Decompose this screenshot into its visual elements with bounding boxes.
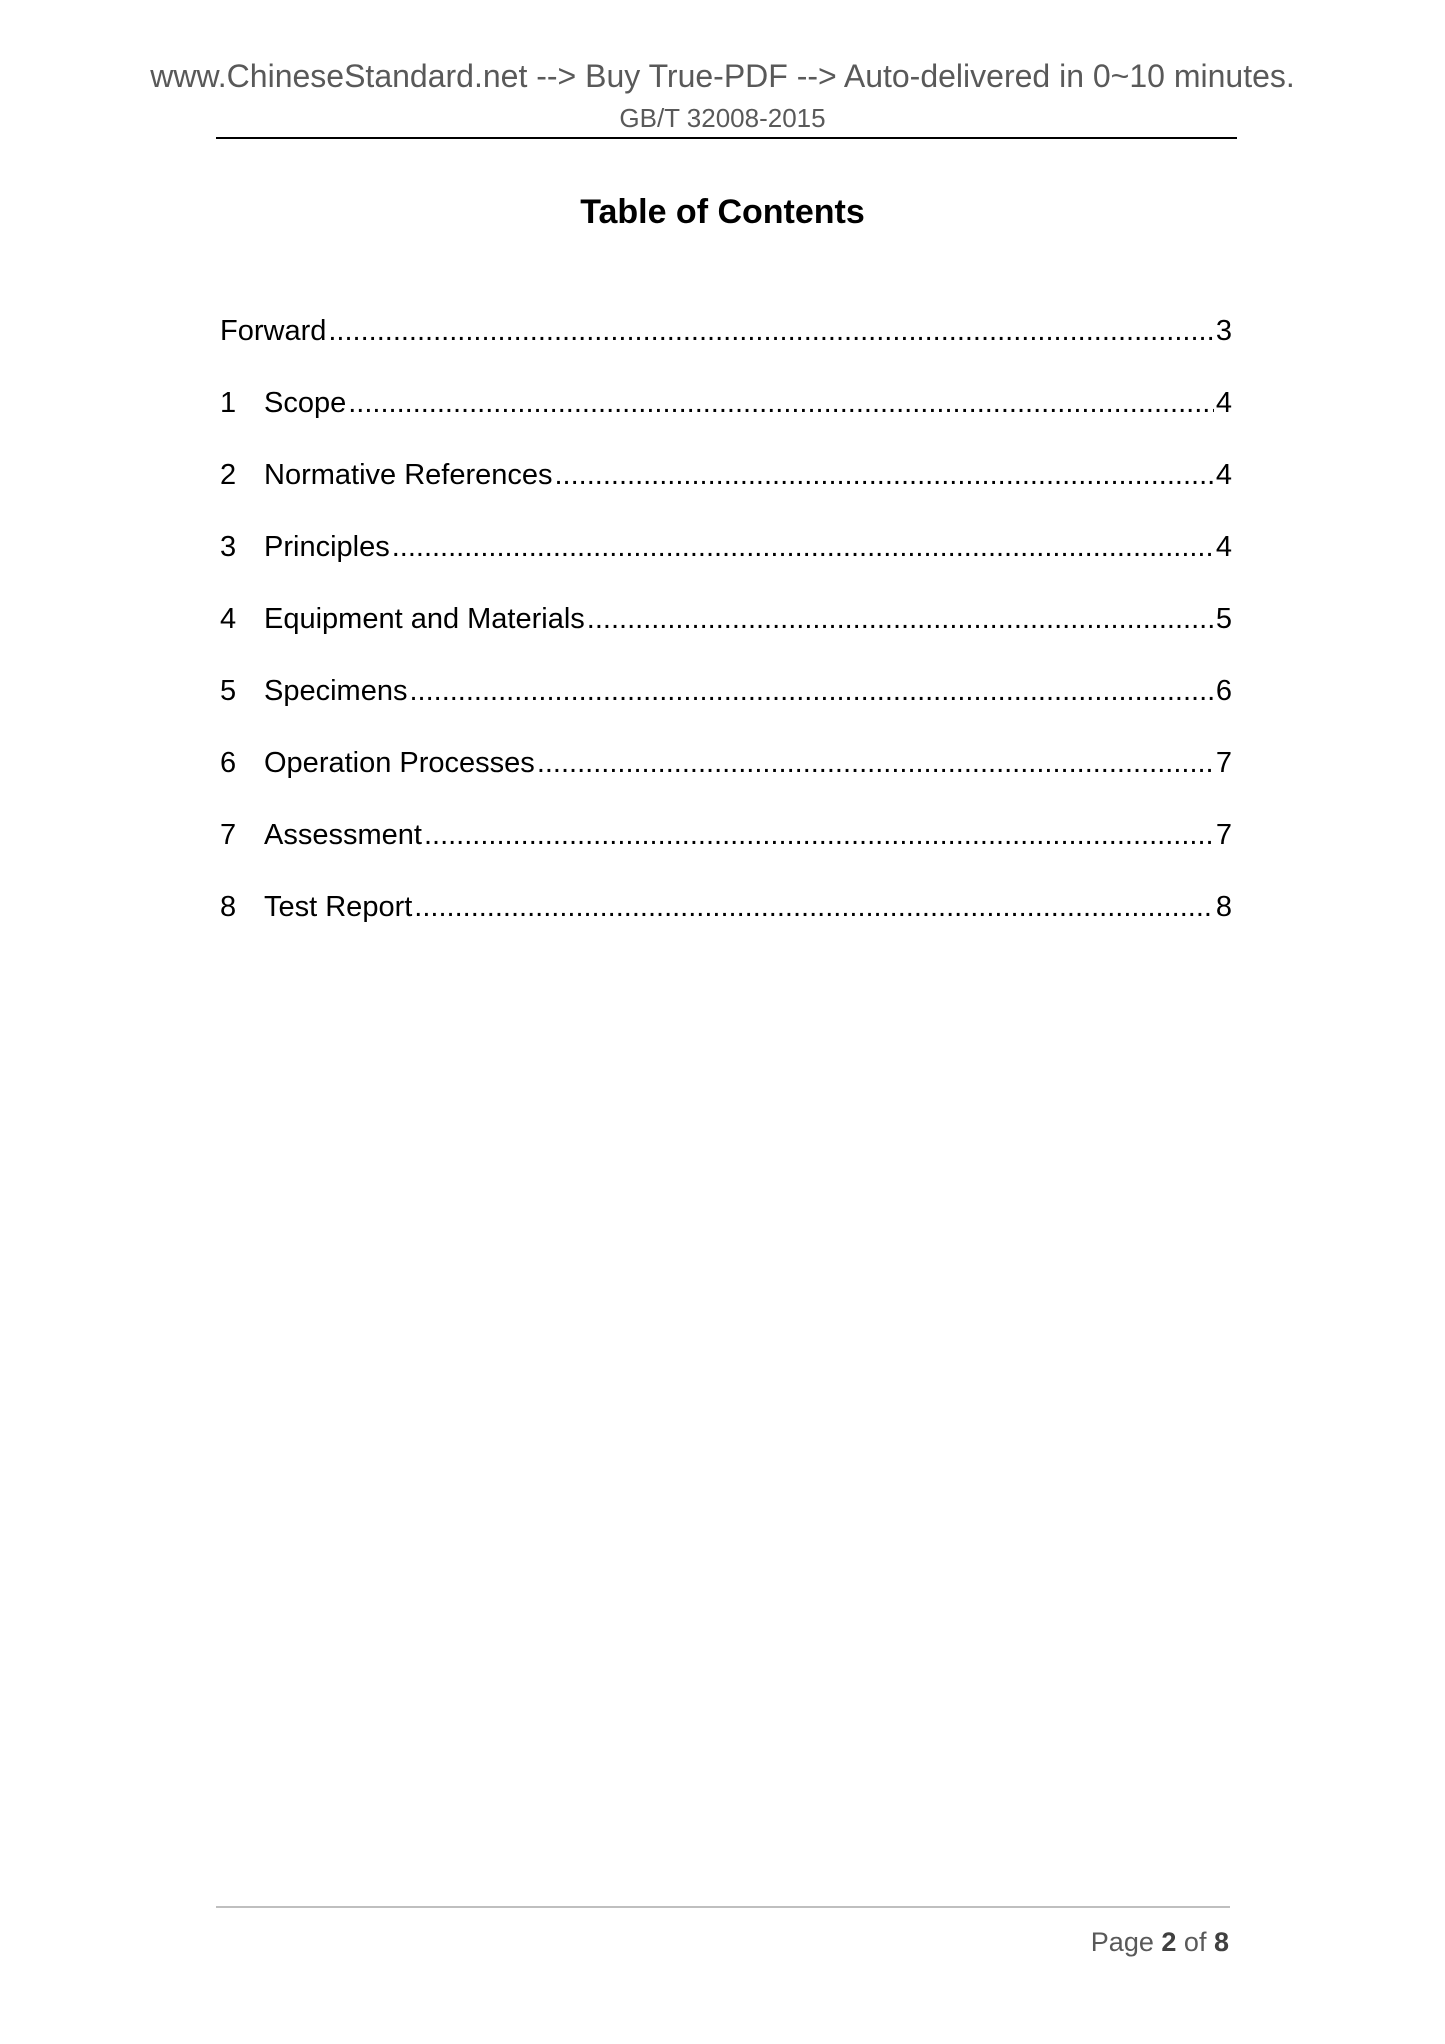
toc-entry-normative-references[interactable] — [220, 455, 1232, 527]
toc-entry-page: 3 — [1215, 315, 1232, 347]
toc-entry-test-report[interactable] — [220, 887, 1232, 959]
toc-entry-page: 4 — [1215, 531, 1232, 563]
toc-entry-page: 4 — [1215, 459, 1232, 491]
toc-entry-number: 1 — [220, 387, 237, 419]
page-prefix: Page — [1090, 1927, 1154, 1957]
toc-entry-principles[interactable] — [220, 527, 1232, 599]
toc-dot-leader — [409, 671, 1213, 711]
toc-dot-leader — [555, 455, 1214, 495]
toc-entry-scope[interactable] — [220, 383, 1232, 455]
toc-entry-page: 6 — [1215, 675, 1232, 707]
toc-dot-leader — [328, 311, 1214, 351]
toc-entry-number: 5 — [220, 675, 237, 707]
toc-entry-operation-processes[interactable] — [220, 743, 1232, 815]
toc-entry-label: Operation Processes — [264, 747, 535, 779]
toc-entry-label: Assessment — [264, 819, 422, 851]
toc-entry-page: 5 — [1215, 603, 1232, 635]
toc-entry-label: Forward — [220, 315, 327, 347]
toc-dot-leader — [424, 815, 1214, 855]
toc-list — [220, 311, 1232, 959]
page-of-label: of — [1183, 1927, 1207, 1957]
toc-entry-assessment[interactable] — [220, 815, 1232, 887]
toc-entry-number: 3 — [220, 531, 237, 563]
toc-entry-number: 4 — [220, 603, 237, 635]
current-page-number: 2 — [1161, 1927, 1177, 1957]
toc-dot-leader — [392, 527, 1214, 567]
toc-dot-leader — [414, 887, 1214, 927]
toc-entry-page: 8 — [1215, 891, 1232, 923]
toc-entry-label: Scope — [264, 387, 347, 419]
toc-entry-number: 2 — [220, 459, 237, 491]
footer-divider — [216, 1906, 1230, 1908]
toc-entry-specimens[interactable] — [220, 671, 1232, 743]
toc-entry-page: 7 — [1215, 747, 1232, 779]
toc-entry-page: 7 — [1215, 819, 1232, 851]
site-banner: www.ChineseStandard.net --> Buy True-PDF --> Auto-delivered in 0~10 minutes. — [150, 58, 1295, 94]
toc-entry-page: 4 — [1215, 387, 1232, 419]
toc-entry-number: 8 — [220, 891, 237, 923]
toc-entry-label: Principles — [264, 531, 390, 563]
toc-entry-label: Equipment and Materials — [264, 603, 585, 635]
toc-entry-number: 6 — [220, 747, 237, 779]
header-divider — [216, 137, 1237, 139]
page-indicator — [1091, 1925, 1229, 1959]
toc-dot-leader — [587, 599, 1214, 639]
toc-entry-forward[interactable] — [220, 311, 1232, 383]
toc-entry-equipment-and-materials[interactable] — [220, 599, 1232, 671]
toc-entry-label: Specimens — [264, 675, 408, 707]
toc-dot-leader — [537, 743, 1214, 783]
total-pages-number: 8 — [1213, 1927, 1229, 1957]
toc-entry-label: Test Report — [264, 891, 413, 923]
toc-title: Table of Contents — [580, 193, 865, 231]
toc-entry-label: Normative References — [264, 459, 553, 491]
toc-dot-leader — [348, 383, 1214, 423]
toc-entry-number: 7 — [220, 819, 237, 851]
document-code: GB/T 32008-2015 — [619, 103, 826, 133]
